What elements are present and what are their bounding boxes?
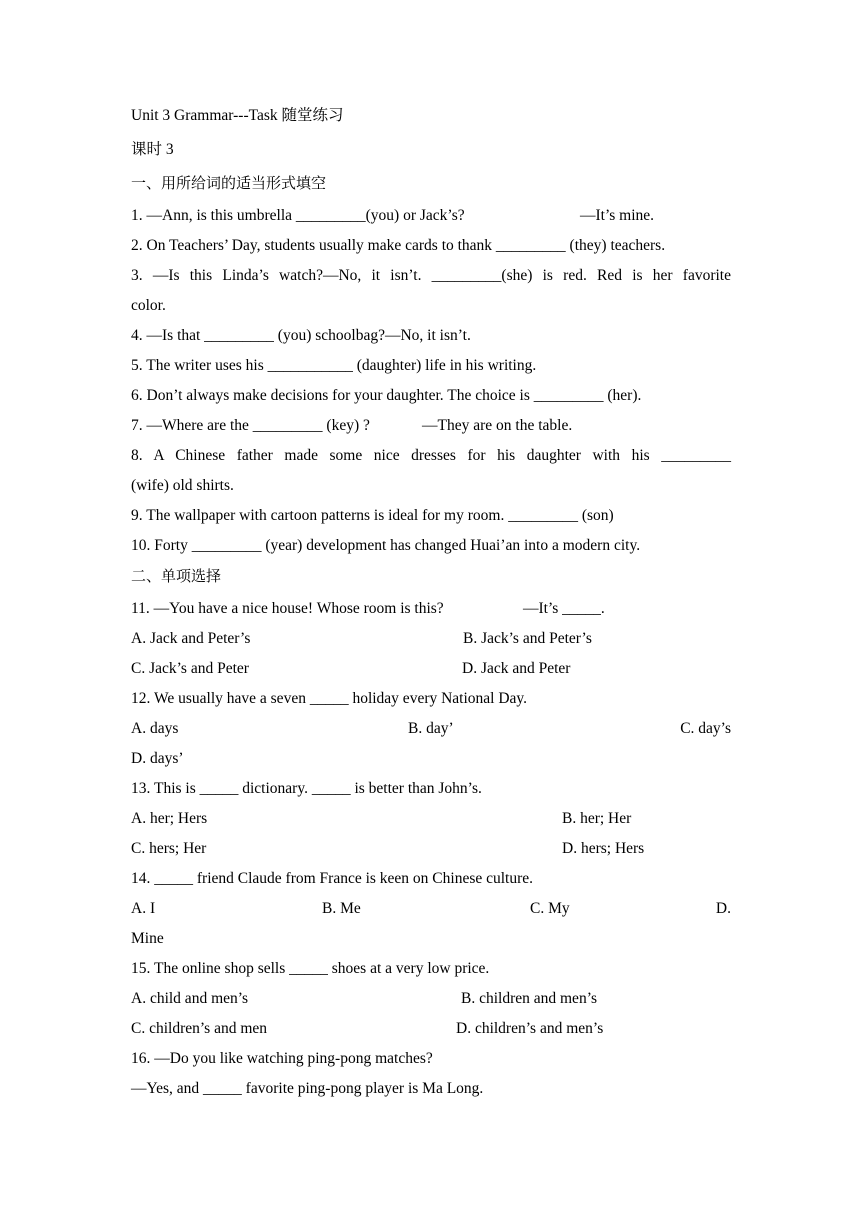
option-c: C. hers; Her	[131, 840, 207, 857]
question-15: 15. The online shop sells _____ shoes at a very low price.	[131, 960, 490, 977]
option-b: B. Me	[322, 900, 361, 917]
question-4: 4. —Is that _________ (you) schoolbag?—No, it isn’t.	[131, 327, 471, 344]
option-d-letter: D.	[715, 900, 731, 917]
option-b: B. day’	[408, 720, 454, 737]
question-7-answer: —They are on the table.	[422, 417, 573, 434]
question-14-option-d: Mine	[131, 930, 164, 947]
question-12: 12. We usually have a seven _____ holiday every National Day.	[131, 690, 528, 707]
question-1-answer: —It’s mine.	[580, 207, 655, 224]
question-11-stem: 11. —You have a nice house! Whose room is this?	[131, 600, 444, 617]
option-d: D. hers; Hers	[562, 840, 645, 857]
option-c: C. day’s	[680, 720, 731, 737]
option-a: A. child and men’s	[131, 990, 249, 1007]
question-1-stem: 1. —Ann, is this umbrella _________(you) or Jack’s?	[131, 207, 465, 224]
option-b: B. children and men’s	[461, 990, 598, 1007]
question-11-answer: —It’s _____.	[523, 600, 605, 617]
question-13: 13. This is _____ dictionary. _____ is better than John’s.	[131, 780, 482, 797]
worksheet-title: Unit 3 Grammar---Task 随堂练习	[131, 107, 344, 124]
question-5: 5. The writer uses his ___________ (daughter) life in his writing.	[131, 357, 537, 374]
section1-heading: 一、用所给词的适当形式填空	[131, 174, 327, 192]
option-c: C. My	[530, 900, 570, 917]
question-10: 10. Forty _________ (year) development has changed Huai’an into a modern city.	[131, 537, 641, 554]
section2-heading: 二、单项选择	[131, 567, 222, 585]
question-8-line1: 8. A Chinese father made some nice dresses for his daughter with his _________	[131, 447, 731, 464]
question-9: 9. The wallpaper with cartoon patterns is ideal for my room. _________ (son)	[131, 507, 614, 524]
question-7-stem: 7. —Where are the _________ (key) ?	[131, 417, 370, 434]
option-a: A. I	[131, 900, 156, 917]
question-3-line1: 3. —Is this Linda’s watch?—No, it isn’t. _________(she) is red. Red is her favorite	[131, 267, 731, 284]
question-16-reply: —Yes, and _____ favorite ping-pong player is Ma Long.	[131, 1080, 484, 1097]
question-14: 14. _____ friend Claude from France is keen on Chinese culture.	[131, 870, 534, 887]
option-a: A. Jack and Peter’s	[131, 630, 251, 647]
option-c: C. Jack’s and Peter	[131, 660, 249, 677]
question-16: 16. —Do you like watching ping-pong matches?	[131, 1050, 433, 1067]
question-3-line2: color.	[131, 297, 166, 314]
question-6: 6. Don’t always make decisions for your daughter. The choice is _________ (her).	[131, 387, 642, 404]
option-d: D. children’s and men’s	[456, 1020, 604, 1037]
question-12-option-d: D. days’	[131, 750, 184, 767]
question-8-line2: (wife) old shirts.	[131, 477, 234, 494]
option-b: B. her; Her	[562, 810, 632, 827]
question-2: 2. On Teachers’ Day, students usually make cards to thank _________ (they) teachers.	[131, 237, 666, 254]
option-d: D. Jack and Peter	[462, 660, 571, 677]
option-b: B. Jack’s and Peter’s	[463, 630, 592, 647]
option-a: A. days	[131, 720, 179, 737]
option-a: A. her; Hers	[131, 810, 208, 827]
lesson-label: 课时 3	[131, 141, 174, 158]
option-c: C. children’s and men	[131, 1020, 268, 1037]
